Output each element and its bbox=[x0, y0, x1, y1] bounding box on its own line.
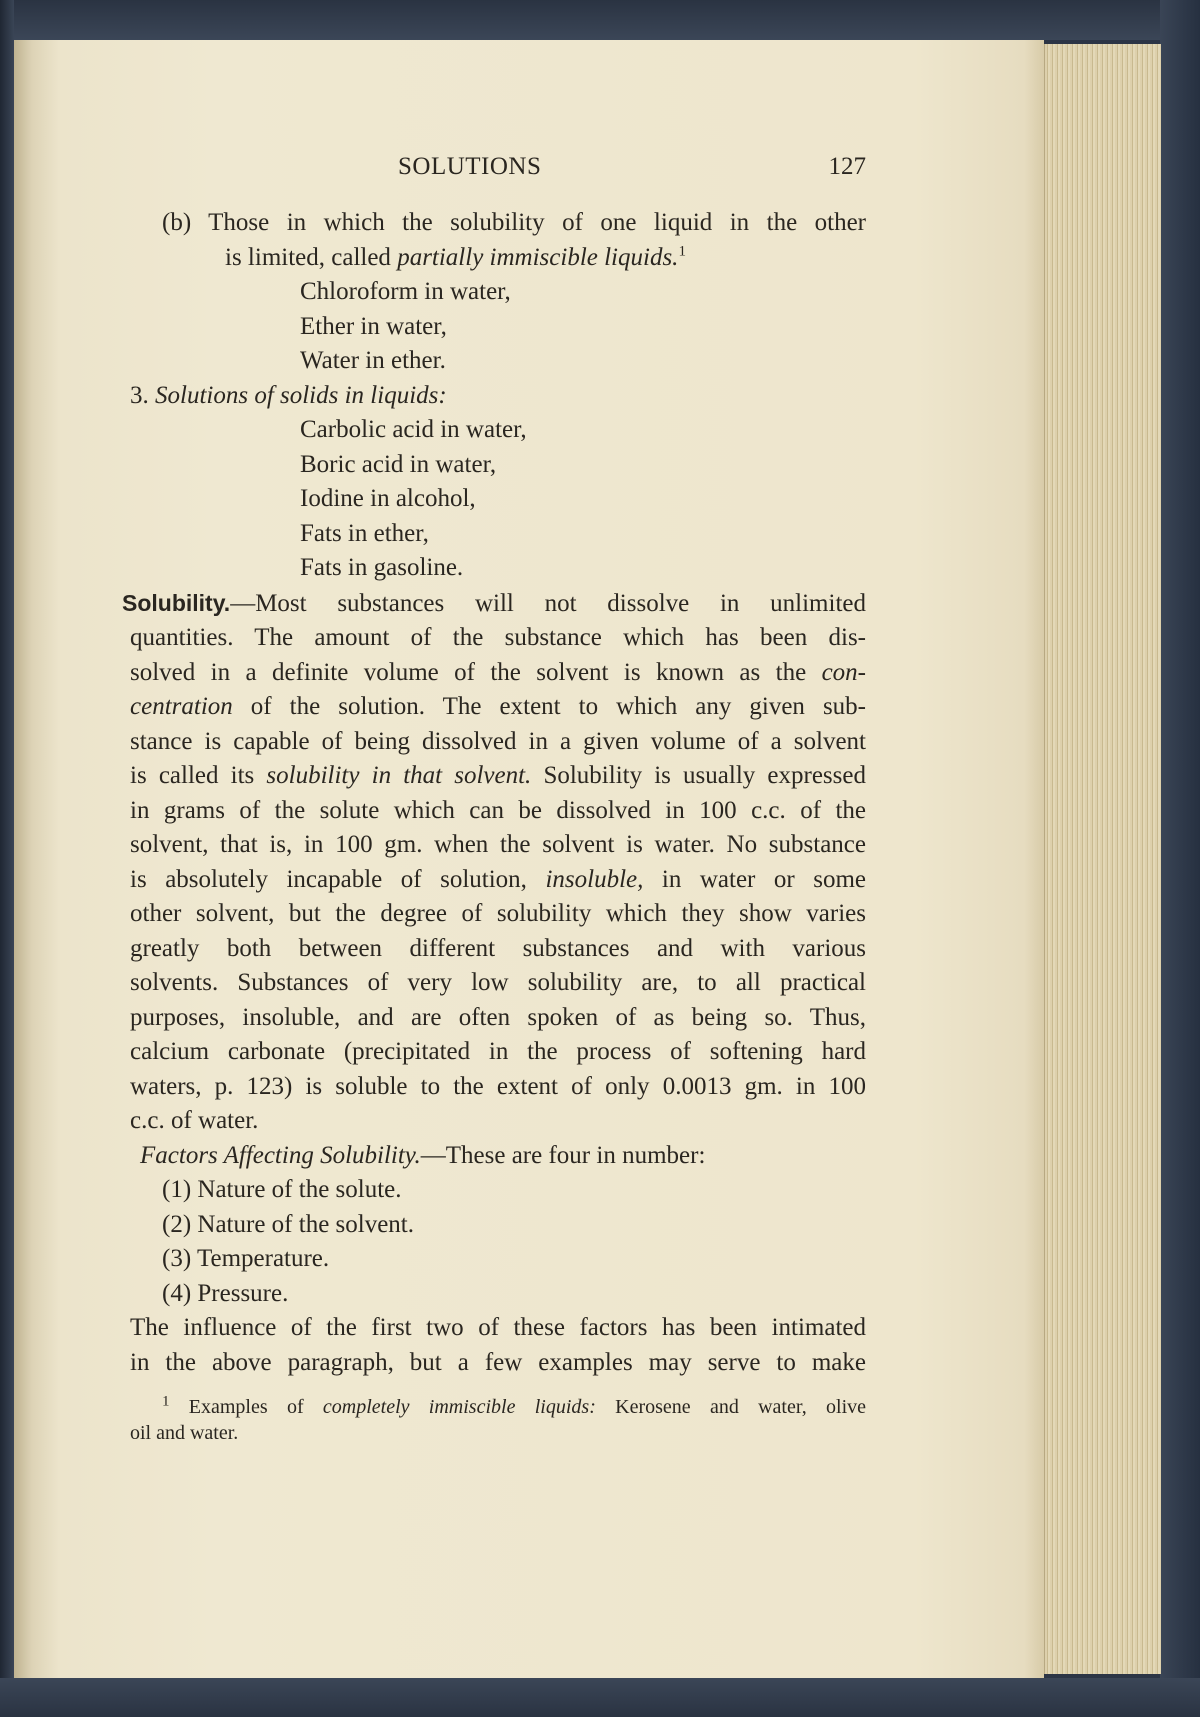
factors-heading-italic: Factors Affecting Solubility. bbox=[140, 1141, 421, 1169]
list-b-line-2-prefix: is limited, called bbox=[225, 243, 398, 271]
footnote-line-1 bbox=[130, 1394, 866, 1420]
solubility-line-15: waters, p. 123) is soluble to the extent of only 0.0013 gm. in 100 bbox=[130, 1072, 866, 1100]
page-edges bbox=[1044, 44, 1161, 1674]
solubility-line-4-italic: centration bbox=[130, 693, 233, 720]
factor-item-2: (2) Nature of the solvent. bbox=[162, 1210, 415, 1238]
list-3-heading-italic: Solutions of solids in liquids: bbox=[155, 381, 447, 409]
solubility-line-6-rest: Solubility is usually expressed bbox=[531, 762, 866, 789]
footnote bbox=[130, 1394, 866, 1446]
list-b-example-3: Water in ether. bbox=[300, 347, 446, 374]
solubility-line-1-text: —Most substances will not dissolve in unlimited bbox=[230, 589, 866, 617]
list-3-example-4: Fats in ether, bbox=[300, 519, 429, 547]
list-3-example-3: Iodine in alcohol, bbox=[300, 485, 476, 512]
solubility-line-14: calcium carbonate (precipitated in the process of softening hard bbox=[130, 1038, 866, 1065]
solubility-line-9-rest: in water or some bbox=[643, 865, 867, 893]
book-cover-top bbox=[0, 0, 1200, 40]
page-number: 127 bbox=[828, 153, 866, 180]
solubility-line-3-italic: con- bbox=[821, 658, 866, 686]
solubility-line-1 bbox=[122, 586, 866, 622]
footnote-line-2: oil and water. bbox=[130, 1422, 239, 1444]
factors-heading-rest: —These are four in number: bbox=[420, 1141, 706, 1169]
list-b-line-2 bbox=[130, 241, 866, 276]
running-head bbox=[130, 150, 866, 190]
solubility-line-13: purposes, insoluble, and are often spoken of as being so. Thus, bbox=[130, 1003, 866, 1031]
solubility-line-9-italic: insoluble, bbox=[545, 865, 644, 893]
book-cover-right bbox=[1160, 0, 1200, 1717]
solubility-line-3 bbox=[130, 656, 866, 691]
solubility-line-9-prefix: is absolutely incapable of solution, bbox=[130, 865, 546, 893]
solubility-line-16: c.c. of water. bbox=[130, 1107, 259, 1134]
closing-line-2: in the above paragraph, but a few examples may serve to make bbox=[130, 1348, 866, 1376]
footnote-italic: completely immiscible liquids: bbox=[322, 1396, 596, 1418]
solubility-line-3-prefix: solved in a definite volume of the solvent is known as the bbox=[130, 658, 822, 686]
list-3-example-1: Carbolic acid in water, bbox=[300, 416, 527, 443]
footnote-mark: 1 bbox=[162, 1393, 170, 1410]
list-3-example-5: Fats in gasoline. bbox=[300, 554, 464, 581]
factor-item-3: (3) Temperature. bbox=[162, 1245, 330, 1272]
page-text bbox=[122, 150, 867, 1446]
list-3-example-2: Boric acid in water, bbox=[300, 450, 497, 478]
solubility-line-12: solvents. Substances of very low solubility are, to all practical bbox=[130, 969, 866, 996]
list-3-heading bbox=[130, 379, 866, 414]
factors-heading bbox=[130, 1139, 866, 1174]
list-3-number: 3. bbox=[130, 381, 155, 409]
solubility-line-11: greatly both between different substances and with various bbox=[130, 934, 866, 962]
running-head-title: SOLUTIONS bbox=[398, 153, 542, 180]
factor-item-4: (4) Pressure. bbox=[162, 1279, 289, 1307]
factor-item-1: (1) Nature of the solute. bbox=[162, 1176, 402, 1203]
solubility-line-6-italic: solubility in that solvent. bbox=[266, 762, 532, 789]
solubility-line-7: in grams of the solute which can be dissolved in 100 c.c. of the bbox=[130, 796, 866, 824]
solubility-line-10: other solvent, but the degree of solubility which they show varies bbox=[130, 900, 866, 927]
closing-line-1: The influence of the first two of these factors has been intimated bbox=[130, 1314, 866, 1341]
list-b-line-1: (b) Those in which the solubility of one liquid in the other bbox=[162, 209, 866, 236]
solubility-line-2: quantities. The amount of the substance which has been dis- bbox=[130, 624, 866, 651]
book-cover-left bbox=[0, 0, 14, 1717]
solubility-line-6 bbox=[130, 759, 866, 794]
list-b-example-1: Chloroform in water, bbox=[300, 278, 511, 305]
book-cover-bottom bbox=[0, 1678, 1200, 1717]
footnote-reference: 1 bbox=[678, 243, 686, 260]
list-b-line-2-italic: partially immiscible liquids. bbox=[397, 243, 679, 271]
footnote-rest: Kerosene and water, olive bbox=[595, 1396, 867, 1418]
list-b-example-2: Ether in water, bbox=[300, 312, 447, 340]
solubility-line-6-prefix: is called its bbox=[130, 762, 267, 789]
solubility-line-4 bbox=[130, 690, 866, 725]
footnote-prefix: Examples of bbox=[169, 1396, 323, 1418]
solubility-line-5: stance is capable of being dissolved in a given volume of a solvent bbox=[130, 727, 866, 755]
solubility-line-8: solvent, that is, in 100 gm. when the solvent is water. No substance bbox=[130, 831, 866, 858]
solubility-line-9 bbox=[130, 863, 866, 898]
solubility-line-4-rest: of the solution. The extent to which any given sub- bbox=[232, 693, 866, 720]
solubility-run-in-head: Solubility. bbox=[122, 589, 231, 616]
